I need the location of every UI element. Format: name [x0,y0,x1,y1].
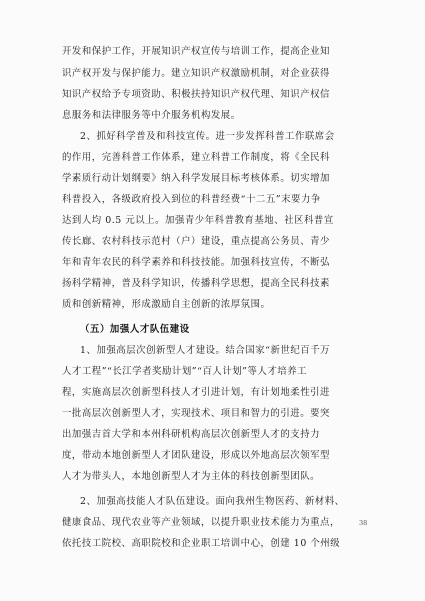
paragraph-line: 一批高层次创新型人才，实现技术、项目和智力的引进。要突 [62,408,330,419]
paragraph-line: 知识产权给予专项资助、积极扶持知识产权代理、知识产权信 [62,89,330,100]
paragraph-line: 2、加强高技能人才队伍建设。面向我州生物医药、新材料、 [80,496,345,507]
section-heading: （五）加强人才队伍建设 [80,324,190,335]
paragraph-line: 传长廊、农村科技示范村（户）建设，重点提高公务员、青少 [62,236,330,247]
paragraph-line: 出加强吉首大学和本州科研机构高层次创新型人才的支持力 [62,429,321,440]
paragraph-line: 质和创新精神，形成激励自主创新的浓厚氛围。 [62,299,271,310]
paragraph-line: 1、加强高层次创新型人才建设。结合国家“新世纪百千万 [80,345,331,356]
paragraph-line: 度，带动本地创新型人才团队建设，形成以外地高层次领军型 [62,450,330,461]
paragraph-line: 健康食品、现代农业等产业领域，以提升职业技术能力为重点， [62,517,340,528]
paragraph-line: 人才为带头人，本地创新型人才为主体的科技创新型团队。 [62,471,321,482]
paragraph-line: 依托技工院校、高职院校和企业职工培训中心，创建 10 个州级 [62,538,341,549]
paragraph-line: 扬科学精神，普及科学知识，传播科学思想，提高全民科技素 [62,278,330,289]
paragraph-line: 2、抓好科学普及和科技宣传。进一步发挥科普工作联席会 [80,131,335,142]
page-number: 38 [359,519,368,527]
paragraph-line: 达到人均 0.5 元以上。加强青少年科普教育基地、社区科普宣 [62,215,334,226]
paragraph-line: 年和青年农民的科学素养和科技技能。加强科技宣传，不断弘 [62,257,330,268]
paragraph-line: 程，实施高层次创新型科技人才引进计划，有计划地柔性引进 [62,387,330,398]
paragraph-line: 的作用，完善科普工作体系，建立科普工作制度，将《全民科 [62,152,330,163]
paragraph-line: 科普投入，各级政府投入到位的科普经费“十二五”末要力争 [62,194,321,205]
paragraph-line: 学素质行动计划纲要》纳入科学发展目标考核体系。切实增加 [62,173,330,184]
paragraph-line: 人才工程”“长江学者奖励计划”“百人计划”等人才培养工 [62,366,308,377]
paragraph-line: 息服务和法律服务等中介服务机构发展。 [62,110,241,121]
paragraph-line: 开发和保护工作，开展知识产权宣传与培训工作，提高企业知 [62,46,330,57]
paragraph-line: 识产权开发与保护能力。建立知识产权激励机制，对企业获得 [62,68,330,79]
